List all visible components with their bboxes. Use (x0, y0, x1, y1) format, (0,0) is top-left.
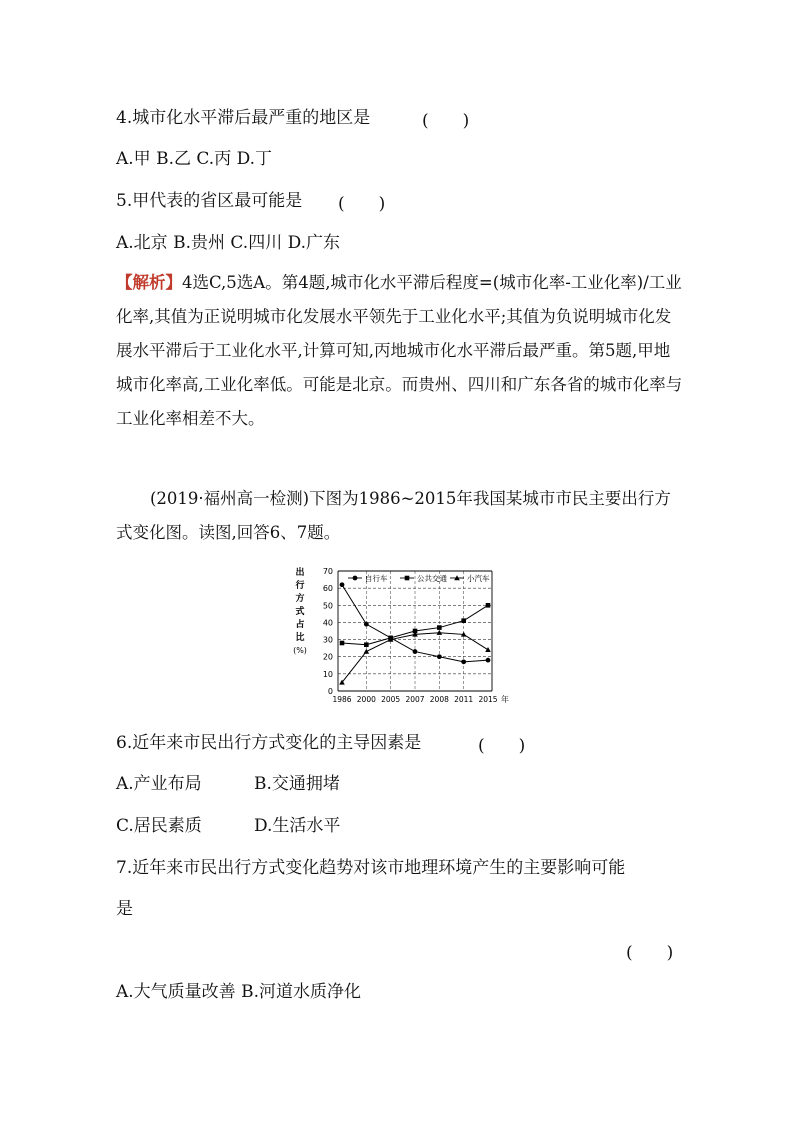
x-tick-label: 2008 (429, 695, 449, 704)
travel-mode-chart (286, 563, 516, 708)
data-point (437, 625, 442, 630)
y-tick-label: 30 (322, 635, 333, 645)
y-tick-label: 70 (322, 567, 333, 576)
x-tick-label: 2011 (454, 695, 474, 704)
x-axis-unit: 年 (501, 695, 509, 704)
q7-options: A.大气质量改善 B.河道水质净化 (116, 982, 361, 1002)
q6-option-c: C.居民素质 (116, 816, 202, 836)
data-point (461, 659, 466, 664)
chart-intro: (2019·福州高一检测)下图为1986~2015年我国某城市市民主要出行方式变化图。读图,回答6、7题。 (116, 489, 671, 542)
legend-label: 小汽车 (467, 574, 490, 583)
q7-answer-blank: ( ) (626, 943, 674, 963)
x-tick-label: 2015 (478, 695, 498, 704)
y-axis-label-char: 出 (295, 568, 305, 578)
data-point (486, 658, 491, 663)
y-tick-label: 60 (322, 584, 333, 594)
q4-stem-text: 4.城市化水平滞后最严重的地区是 (116, 108, 371, 128)
q6-option-b: B.交通拥堵 (254, 774, 340, 794)
y-axis-label-unit: (%) (293, 646, 307, 655)
y-axis-label-char: 比 (295, 633, 305, 643)
legend-label: 公共交通 (417, 574, 447, 583)
x-tick-label: 1986 (332, 695, 352, 704)
q7-stem-line1: 7.近年来市民出行方式变化趋势对该市地理环境产生的主要影响可能 (116, 858, 626, 878)
q7-stem-line2: 是 (116, 899, 133, 919)
y-axis-label-char: 占 (295, 620, 305, 630)
data-point (340, 641, 345, 646)
x-tick-label: 2007 (405, 695, 425, 704)
q5-options: A.北京 B.贵州 C.四川 D.广东 (116, 233, 341, 253)
data-point (364, 622, 369, 627)
data-point (437, 654, 442, 659)
legend-marker (405, 576, 410, 581)
q5-stem: 5.甲代表的省区最可能是 (116, 191, 303, 211)
q6-options-row1 (116, 772, 340, 796)
data-point (486, 603, 491, 608)
y-tick-label: 50 (322, 601, 333, 611)
legend-marker (353, 576, 358, 581)
q4-options: A.甲 B.乙 C.丙 D.丁 (116, 149, 273, 169)
legend-label: 自行车 (365, 574, 388, 583)
y-axis-label-char: 行 (295, 581, 305, 591)
analysis-tag: 【解析】 (116, 273, 182, 292)
y-tick-label: 0 (327, 687, 333, 696)
q5-answer-blank: ( ) (338, 194, 386, 214)
data-point (340, 582, 345, 587)
q4-stem (116, 106, 370, 130)
q4-answer-blank: ( ) (422, 111, 470, 131)
y-axis-label-char: 方 (295, 594, 305, 604)
y-axis-label-char: 式 (295, 607, 305, 617)
analysis-paragraph (116, 266, 684, 436)
y-tick-label: 10 (322, 669, 333, 679)
q6-option-a: A.产业布局 (116, 774, 202, 794)
q6-option-d: D.生活水平 (254, 816, 341, 836)
data-point (461, 618, 466, 623)
q6-options-row2 (116, 814, 340, 838)
data-point (364, 642, 369, 647)
data-point (364, 649, 370, 654)
x-tick-label: 2000 (356, 695, 376, 704)
y-tick-label: 20 (322, 652, 333, 662)
analysis-text: 4选C,5选A。第4题,城市化水平滞后程度=(城市化率-工业化率)/工业化率,其值为正说明城市化发展水平领先于工业化水平;其值为负说明城市化发展水平滞后于工业化水平,计算可知,丙地城市化水平滞后最严重。第5题,甲地城市化率高,工业化率低。可能是北京。而贵州、四川和广东各省的城市化率与工业化率相差不大。 (116, 273, 683, 428)
q6-answer-blank: ( ) (478, 736, 526, 756)
x-tick-label: 2005 (381, 695, 401, 704)
q6-stem: 6.近年来市民出行方式变化的主导因素是 (116, 733, 422, 753)
data-point (485, 647, 491, 652)
data-point (413, 649, 418, 654)
y-tick-label: 40 (322, 618, 333, 628)
